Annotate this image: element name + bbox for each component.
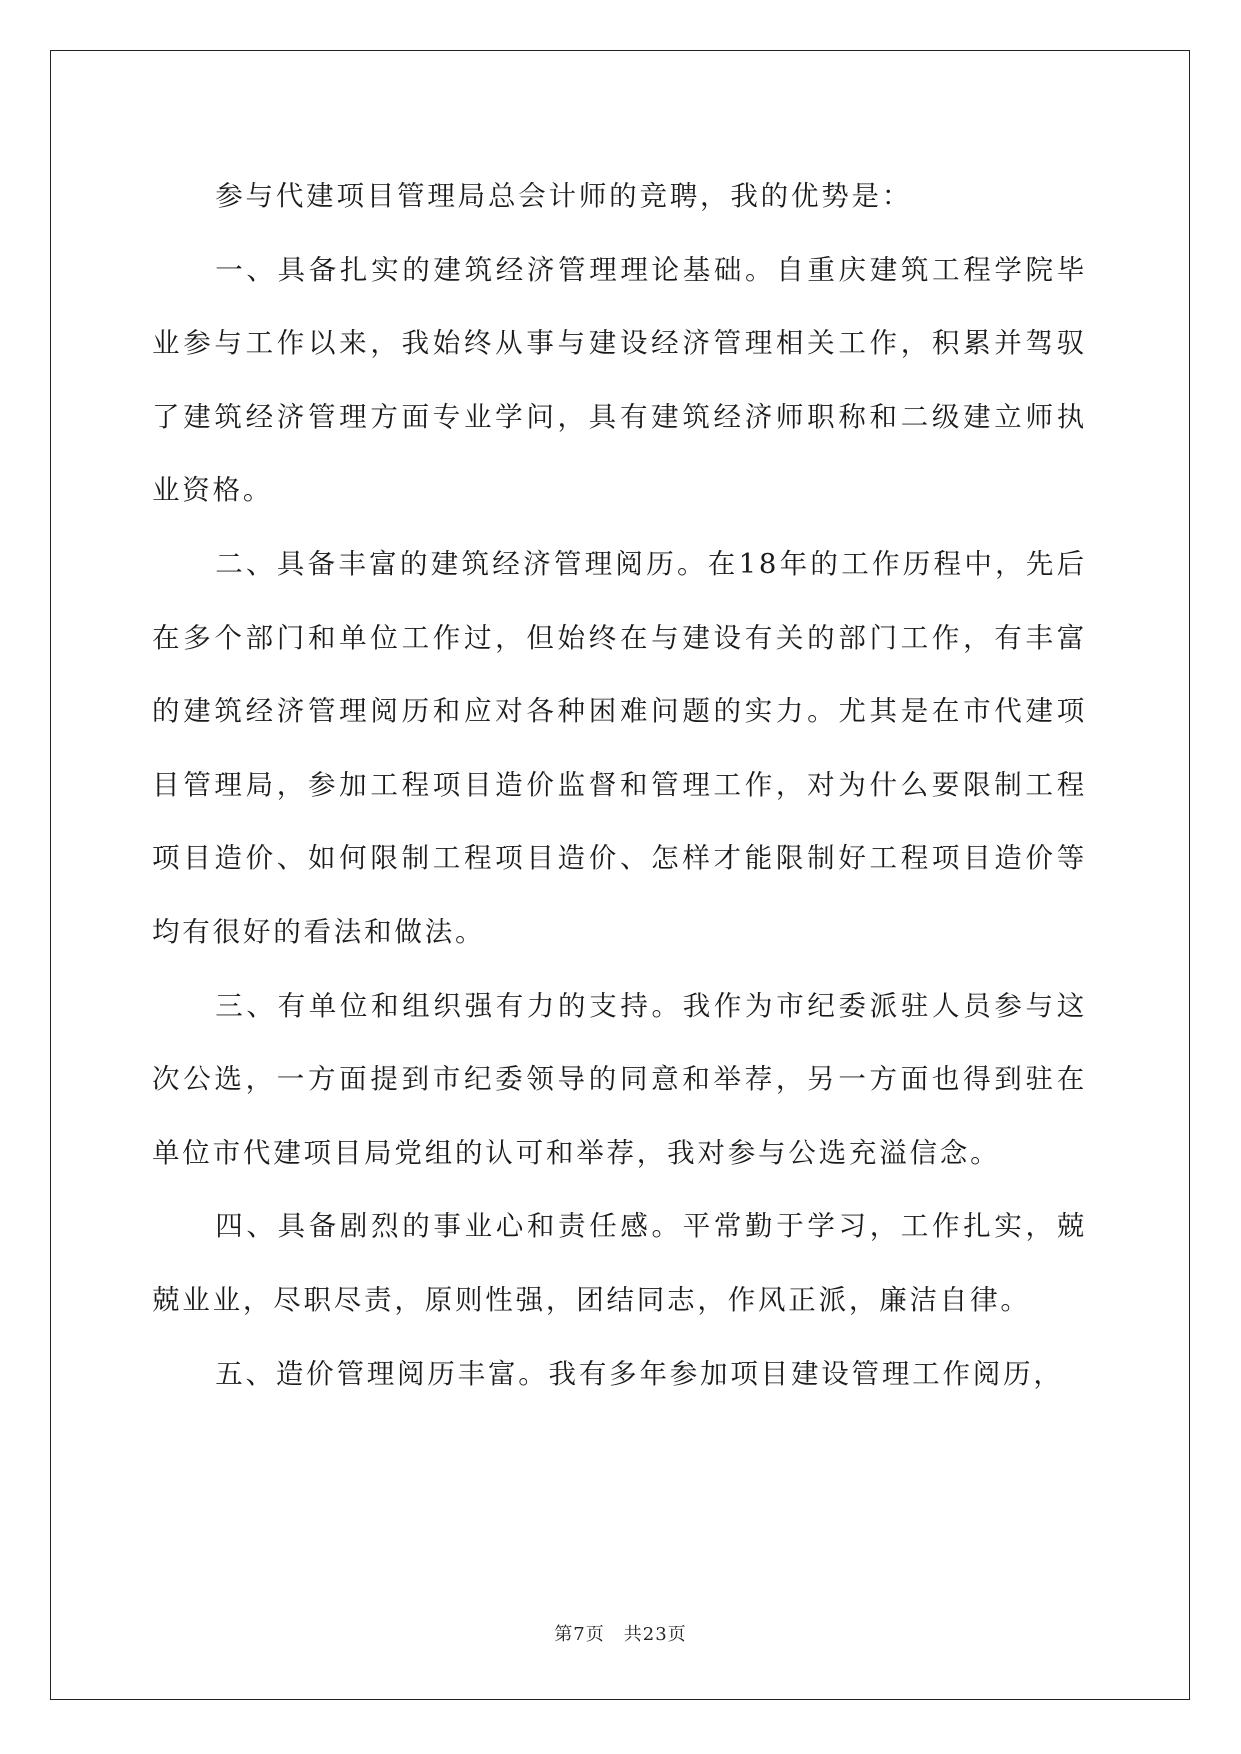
paragraph-1: 一、具备扎实的建筑经济管理理论基础。自重庆建筑工程学院毕业参与工作以来，我始终从事与建设经济管理相关工作，积累并驾驭了建筑经济管理方面专业学问，具有建筑经济师职称和二级建立师执业资格。 — [152, 253, 1087, 507]
document-body — [152, 160, 1087, 1411]
paragraph-5: 五、造价管理阅历丰富。我有多年参加项目建设管理工作阅历， — [215, 1357, 1064, 1390]
paragraph-3: 三、有单位和组织强有力的支持。我作为市纪委派驻人员参与这次公选，一方面提到市纪委领导的同意和举荐，另一方面也得到驻在单位市代建项目局党组的认可和举荐，我对参与公选充溢信念。 — [152, 989, 1087, 1169]
paragraph-4: 四、具备剧烈的事业心和责任感。平常勤于学习，工作扎实，兢兢业业，尽职尽责，原则性强，团结同志，作风正派，廉洁自律。 — [152, 1210, 1087, 1316]
paragraph-intro: 参与代建项目管理局总会计师的竞聘，我的优势是： — [215, 180, 913, 212]
page-footer — [0, 1620, 1241, 1646]
page-number: 第7页 共23页 — [554, 1624, 687, 1645]
paragraph-2: 二、具备丰富的建筑经济管理阅历。在18年的工作历程中，先后在多个部门和单位工作过，但始终在与建设有关的部门工作，有丰富的建筑经济管理阅历和应对各种困难问题的实力。尤其是在市代建项目管理局，参加工程项目造价监督和管理工作，对为什么要限制工程项目造价、如何限制工程项目造价、怎样才能限制好工程项目造价等均有很好的看法和做法。 — [152, 547, 1087, 948]
